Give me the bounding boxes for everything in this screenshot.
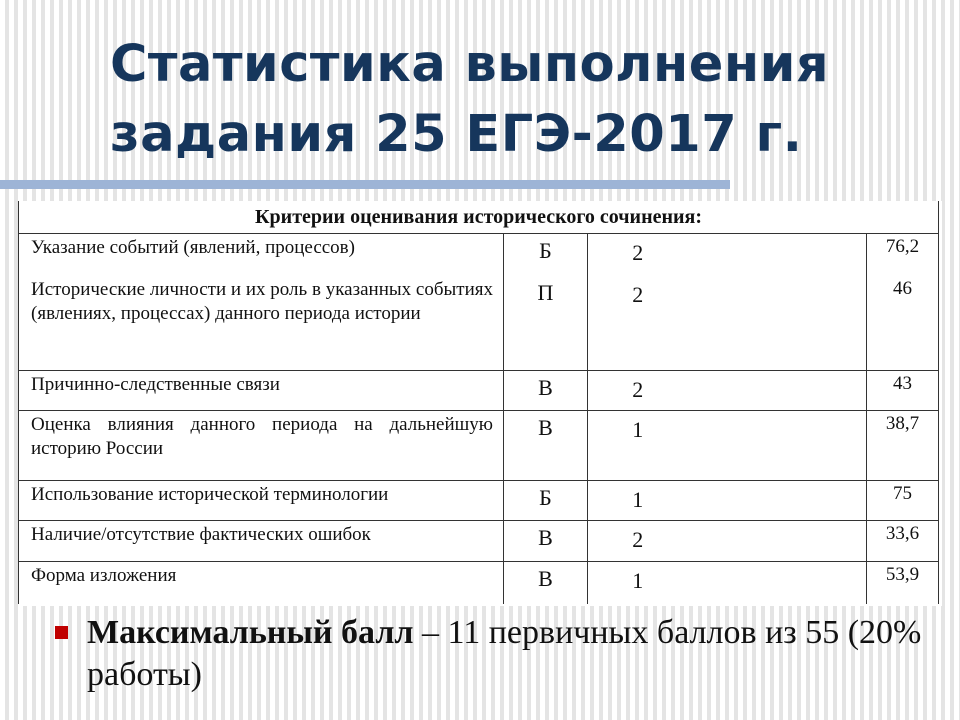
table-row [19,521,939,562]
table-row [19,234,939,371]
max-score-detail: – 11 первичных баллов из 55 (20% работы) [87,614,922,693]
max-score-label: Максимальный балл [87,614,414,651]
level-value: П [537,280,554,305]
level-value: Б [504,481,588,521]
criterion-cell [19,234,504,371]
empty-cell [688,562,867,604]
score-value: 2 [588,371,688,411]
title-underline-bar [0,180,730,189]
max-score-note [55,612,935,696]
score-value: 1 [588,411,688,481]
percent-cell [867,234,939,371]
percent-value: 33,6 [867,521,939,562]
title-line-1: Статистика выполнения [110,35,830,94]
criterion-text: Исторические личности и их роль в указанных событиях (явлениях, процессах) данного периода истории [31,279,493,324]
percent-value: 75 [867,481,939,521]
table-caption: Критерии оценивания исторического сочинения: [19,201,939,234]
score-cell [588,234,688,371]
title-line-2: задания 25 ЕГЭ-2017 г. [110,105,803,164]
level-value: В [504,411,588,481]
empty-cell [688,481,867,521]
empty-cell [688,411,867,481]
percent-value: 38,7 [867,411,939,481]
level-value: Б [539,238,552,263]
table-row [19,371,939,411]
level-value: В [504,371,588,411]
table-row [19,411,939,481]
level-cell [504,234,588,371]
criteria-table-panel [18,201,942,606]
percent-value: 76,2 [885,236,920,257]
percent-value: 43 [867,371,939,411]
empty-cell [688,371,867,411]
table-row [19,481,939,521]
score-value: 2 [632,240,644,265]
criterion-text: Указание событий (явлений, процессов) [31,237,355,258]
criterion-text: Оценка влияния данного периода на дальнейшую историю России [19,411,504,481]
empty-cell [688,234,867,371]
max-score-text [87,612,935,696]
criterion-text: Форма изложения [19,562,504,604]
percent-value: 46 [893,278,913,299]
empty-cell [688,521,867,562]
score-value: 1 [588,562,688,604]
criterion-text: Использование исторической терминологии [19,481,504,521]
table-row [19,562,939,604]
score-value: 1 [588,481,688,521]
slide-title [110,30,950,170]
score-value: 2 [632,282,644,307]
criterion-text: Причинно-следственные связи [19,371,504,411]
bullet-square-icon [55,626,68,639]
percent-value: 53,9 [867,562,939,604]
score-value: 2 [588,521,688,562]
criteria-table [18,201,939,604]
level-value: В [504,562,588,604]
level-value: В [504,521,588,562]
criterion-text: Наличие/отсутствие фактических ошибок [19,521,504,562]
